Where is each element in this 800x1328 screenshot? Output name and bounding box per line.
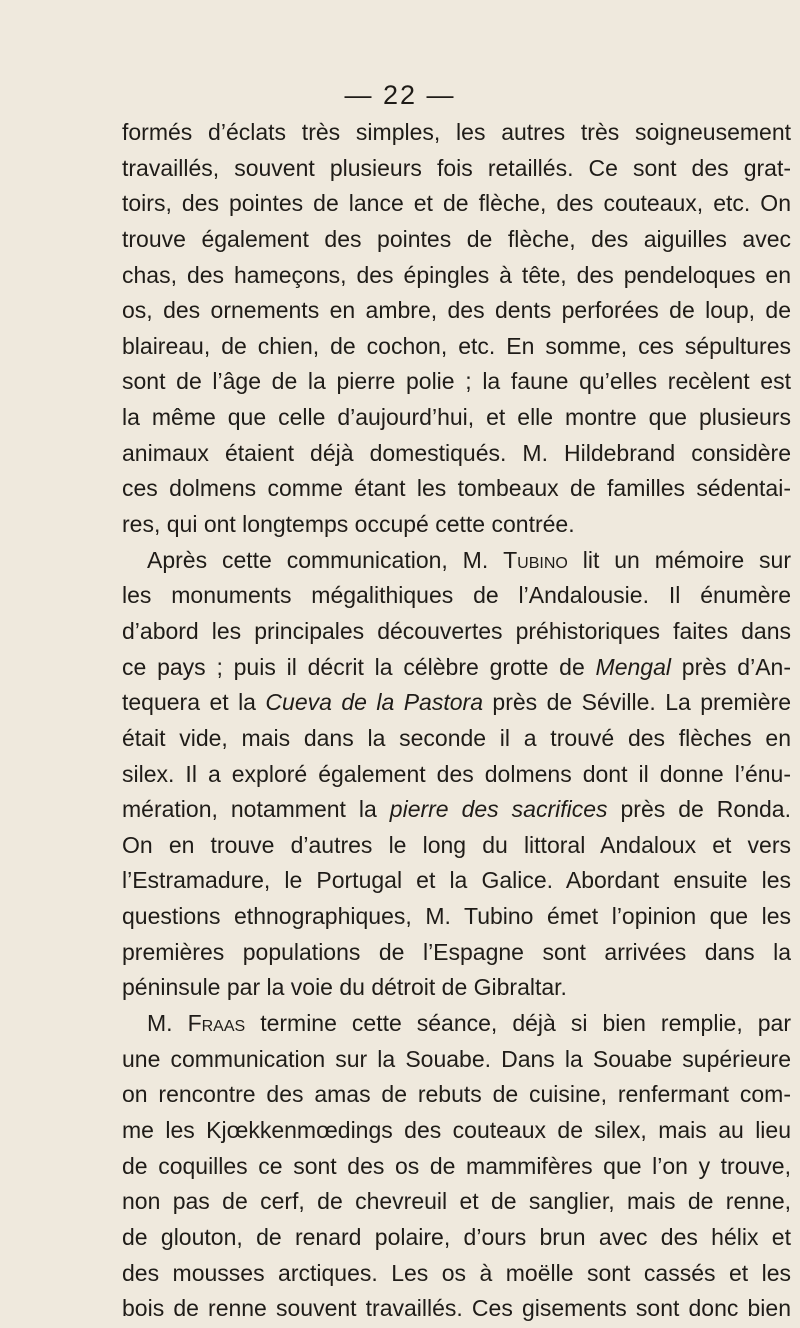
text-line: on rencontre des amas de rebuts de cuisine, renfermant com- [122,1081,791,1108]
italic-term: pierre des sacrifices [389,796,608,823]
text-line: ces dolmens comme étant les tombeaux de familles sédentai- [122,475,791,502]
text-line: questions ethnographiques, M. Tubino émet l’opinion que les [122,903,791,930]
text-run: M. [147,1010,188,1037]
page-number: — 22 — [344,80,456,110]
text-line: os, des ornements en ambre, des dents perforées de loup, de [122,297,791,324]
text-line [122,543,791,579]
text-run: près de Ronda. [607,796,791,823]
text-line: me les Kjœkkenmœdings des couteaux de silex, mais au lieu [122,1116,791,1143]
text-line: premières populations de l’Espagne sont arrivées dans la [122,938,791,965]
text-line: sont de l’âge de la pierre polie ; la faune qu’elles recèlent est [122,368,791,395]
text-run: termine cette séance, déjà si bien remplie, par [245,1010,791,1037]
text-line: On en trouve d’autres le long du littoral Andaloux et vers [122,831,791,858]
text-line: la même que celle d’aujourd’hui, et elle montre que plusieurs [122,404,791,431]
text-line: formés d’éclats très simples, les autres très soigneusement [122,119,791,145]
text-line: silex. Il a exploré également des dolmens dont il donne l’énu- [122,760,791,787]
text-line: une communication sur la Souabe. Dans la Souabe supérieure [122,1045,791,1072]
text-line: travaillés, souvent plusieurs fois retaillés. Ce sont des grat- [122,154,791,181]
text-line: blaireau, de chien, de cochon, etc. En somme, ces sépultures [122,332,791,359]
text-line [122,1006,791,1042]
text-line: était vide, mais dans la seconde il a trouvé des flèches en [122,724,791,751]
text-line: chas, des hameçons, des épingles à tête, des pendeloques en [122,261,791,288]
text-line: non pas de cerf, de chevreuil et de sanglier, mais de renne, [122,1188,791,1215]
text-run: lit un mémoire sur [567,546,791,573]
text-line: bois de renne souvent travaillés. Ces gisements sont donc bien [122,1295,791,1322]
text-run: près de Séville. La première [482,689,791,716]
author-name: Tubino [503,546,568,573]
text-line: de glouton, de renard polaire, d’ours brun avec des hélix et [122,1223,791,1250]
text-line: des mousses arctiques. Les os à moëlle sont cassés et les [122,1259,791,1286]
text-line: toirs, des pointes de lance et de flèche, des couteaux, etc. On [122,190,791,217]
author-name: Fraas [187,1010,246,1037]
text-line: res, qui ont longtemps occupé cette contrée. [122,511,575,538]
body-text [122,115,791,1327]
italic-term: Mengal [595,653,671,680]
text-line: de coquilles ce sont des os de mammifères que l’on y trouve, [122,1152,791,1179]
text-line [122,650,791,686]
text-line: péninsule par la voie du détroit de Gibraltar. [122,974,567,1001]
italic-term: Cueva de la Pastora [265,689,483,716]
text-line [122,685,791,721]
text-line: l’Estramadure, le Portugal et la Galice. Abordant ensuite les [122,867,791,894]
text-line: trouve également des pointes de flèche, des aiguilles avec [122,225,791,252]
text-run: près d’An- [670,653,791,680]
text-run: Après cette communication, M. [147,546,504,573]
text-run: tequera et la [122,689,266,716]
text-run: ce pays ; puis il décrit la célèbre grotte de [122,653,596,680]
text-run: mération, notamment la [122,796,390,823]
text-line: animaux étaient déjà domestiqués. M. Hildebrand considère [122,439,791,466]
text-line [122,792,791,828]
text-line: d’abord les principales découvertes préhistoriques faites dans [122,617,791,644]
text-line: les monuments mégalithiques de l’Andalousie. Il énumère [122,582,791,609]
